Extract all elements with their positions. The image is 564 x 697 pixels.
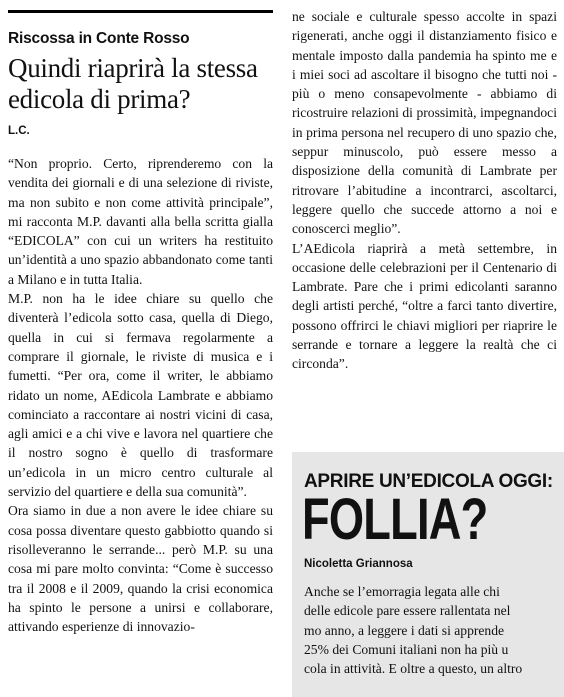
paragraph: M.P. non ha le idee chiare su quello che diventerà l’edicola sotto casa, quella di Diego, quella in cui si fermava regolarmente a comprare il giornale, le riviste di musica e i fumetti. “Per ora, come il writer, le abbiamo ridato un nome, AEdicola Lambrate e abbiamo cominciato a raccontare ai nostri vicini di casa, agli amici e a chi vive e lavora nel quartiere che il nostro sogno è quello di trasformare un’edicola in un micro centro culturale al servizio del quartiere e della sua comunità”. <box>8 291 273 500</box>
paragraph: ne sociale e culturale spesso accolte in spazi rigenerati, anche oggi il distanziamento fisico e mentale imposto dalla pandemia ha spinto me e i miei soci ad ascoltare il bisogno che tutti noi - più o meno consapevolmente - abbiamo di ricostruire relazioni di prossimità, impegnandoci in prima persona nel recupero di uno spazio che, seppur minuscolo, può essere messo a disposizione della comunità di Lambrate per ritrovare l’abitudine a incontrarci, ascoltarci, leggere quello che succede attorno a noi e conoscerci meglio”. <box>292 9 557 237</box>
sidebar-box <box>292 452 564 697</box>
article-headline: Quindi riaprirà la stessa edicola di prima? <box>8 53 258 114</box>
top-rule <box>8 10 273 13</box>
right-column <box>292 0 557 374</box>
article-kicker: Riscossa in Conte Rosso <box>8 30 190 47</box>
left-column <box>8 10 273 636</box>
sidebar-text <box>304 582 564 678</box>
right-column-text <box>292 7 557 374</box>
sidebar-line: 25% dei Comuni italiani non ha più u <box>304 641 509 657</box>
left-column-text <box>8 154 273 636</box>
sidebar-line: mo anno, a leggere i dati si apprende <box>304 622 505 638</box>
article-byline: L.C. <box>8 125 30 137</box>
sidebar-line: cola in attività. E oltre a questo, un altro <box>304 661 523 677</box>
paragraph: “Non proprio. Certo, riprenderemo con la vendita dei giornali e di una selezione di riviste, ma non subito e non come attività principale”, mi racconta M.P. davanti alla bella scritta gialla “EDICOLA” con cui un writers ha restituito un’identità a uno spazio abbandonato come tanti a Milano e in tutta Italia. <box>8 156 273 287</box>
sidebar-line: Anche se l’emorragia legata alle chi <box>304 584 500 599</box>
paragraph: L’AEdicola riaprirà a metà settembre, in occasione delle celebrazioni per il Centenario di Lambrate. Pare che i primi edicolanti saranno degli artisti perché, “oltre a farci tanto divertire, possono offrirci le chiavi migliori per riaprire le serrande e tornare a leggere la realtà che ci circonda”. <box>292 240 557 372</box>
paragraph: Ora siamo in due a non avere le idee chiare su cosa possa diventare questo gabbiotto quando si risolleveranno le serrande... però M.P. su una cosa mi pare molto convinta: “Come è successo tra il 2008 e il 2009, quando la crisi economica ha spinto le persone a unirsi e collaborare, attivando esperienze di innovazio- <box>8 503 273 635</box>
sidebar-title: FOLLIA? <box>302 487 488 552</box>
sidebar-line: delle edicole pare essere rallentata nel <box>304 603 511 619</box>
sidebar-kicker: APRIRE UN’EDICOLA OGGI: <box>304 471 553 492</box>
sidebar-author: Nicoletta Griannosa <box>304 558 413 570</box>
